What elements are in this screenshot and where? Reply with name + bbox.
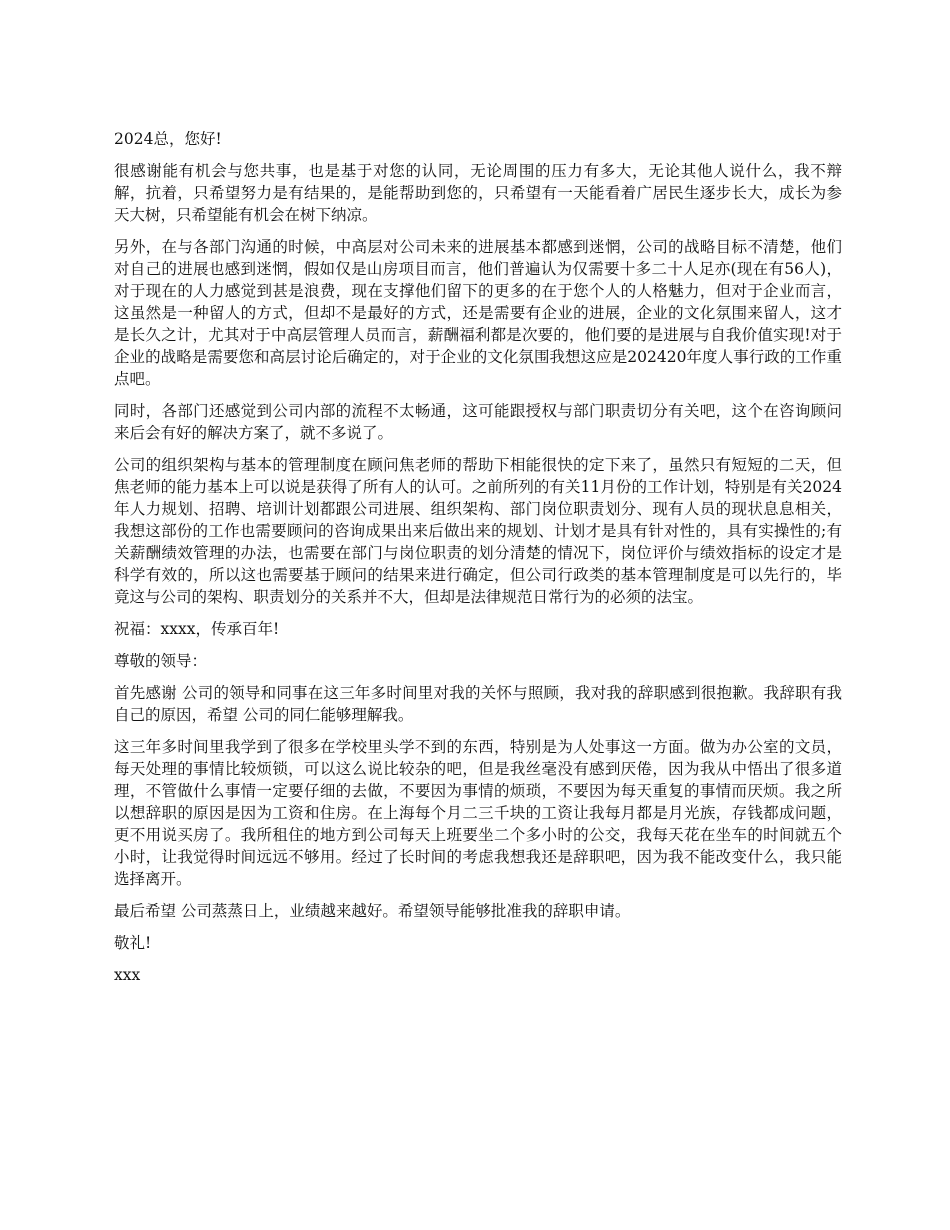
document-body xyxy=(114,128,842,996)
paragraph-thanks: 首先感谢 公司的领导和同事在这三年多时间里对我的关怀与照顾，我对我的辞职感到很抱歉。我辞职有我自己的原因，希望 公司的同仁能够理解我。 xyxy=(114,684,842,724)
paragraph-organization: 公司的组织架构与基本的管理制度在顾问焦老师的帮助下相能很快的定下来了，虽然只有短短的二天，但焦老师的能力基本上可以说是获得了所有人的认可。之前所列的有关11月份的工作计划，特别是有关2024年人力规划、招聘、培训计划都跟公司进展、组织架构、部门岗位职责划分、现有人员的现状息息相关，我想这部份的工作也需要顾问的咨询成果出来后做出来的规划、计划才是具有针对性的，具有实操性的;有关薪酬绩效管理的办法，也需要在部门与岗位职责的划分清楚的情况下，岗位评价与绩效指标的设定才是科学有效的，所以这也需要基于顾问的结果来进行确定，但公司行政类的基本管理制度是可以先行的，毕竟这与公司的架构、职责划分的关系并不大，但却是法律规范日常行为的必须的法宝。 xyxy=(114,456,842,606)
closing-salute: 敬礼! xyxy=(114,934,152,952)
salutation-line: 尊敬的领导： xyxy=(114,652,208,670)
paragraph-gratitude: 很感谢能有机会与您共事，也是基于对您的认同，无论周围的压力有多大，无论其他人说什么，我不辩解，抗着，只希望努力是有结果的，是能帮助到您的，只希望有一天能看着广居民生逐步长大，成长为参天大树，只希望能有机会在树下纳凉。 xyxy=(114,162,842,224)
paragraph-reasons: 这三年多时间里我学到了很多在学校里头学不到的东西，特别是为人处事这一方面。做为办公室的文员，每天处理的事情比较烦锁，可以这么说比较杂的吧，但是我丝毫没有感到厌倦，因为我从中悟出了很多道理，不管做什么事情一定要仔细的去做，不要因为事情的烦琐，不要因为每天重复的事情而厌烦。我之所以想辞职的原因是因为工资和住房。在上海每个月二三千块的工资让我每月都是月光族，存钱都成问题，更不用说买房了。我所租住的地方到公司每天上班要坐二个多小时的公交，我每天花在坐车的时间就五个小时，让我觉得时间远远不够用。经过了长时间的考虑我想我还是辞职吧，因为我不能改变什么，我只能选择离开。 xyxy=(114,738,842,888)
greeting-line: 2024总，您好! xyxy=(114,130,222,148)
paragraph-closing-wish: 最后希望 公司蒸蒸日上，业绩越来越好。希望领导能够批准我的辞职申请。 xyxy=(114,902,631,920)
paragraph-strategy: 另外，在与各部门沟通的时候，中高层对公司未来的进展基本都感到迷惘，公司的战略目标不清楚，他们对自己的进展也感到迷惘，假如仅是山房项目而言，他们普遍认为仅需要十多二十人足亦(现在有56人)，对于现在的人力感觉到甚是浪费，现在支撑他们留下的更多的在于您个人的人格魅力，但对于企业而言，这虽然是一种留人的方式，但却不是最好的方式，还是需要有企业的进展，企业的文化氛围来留人，这才是长久之计，尤其对于中高层管理人员而言，薪酬福利都是次要的，他们要的是进展与自我价值实现!对于企业的战略是需要您和高层讨论后确定的，对于企业的文化氛围我想这应是202420年度人事行政的工作重点吧。 xyxy=(114,238,842,388)
signature-line: xxx xyxy=(114,966,141,984)
paragraph-process: 同时，各部门还感觉到公司内部的流程不太畅通，这可能跟授权与部门职责切分有关吧，这个在咨询顾问来后会有好的解决方案了，就不多说了。 xyxy=(114,402,842,442)
blessing-line: 祝福：xxxx，传承百年! xyxy=(114,620,280,638)
